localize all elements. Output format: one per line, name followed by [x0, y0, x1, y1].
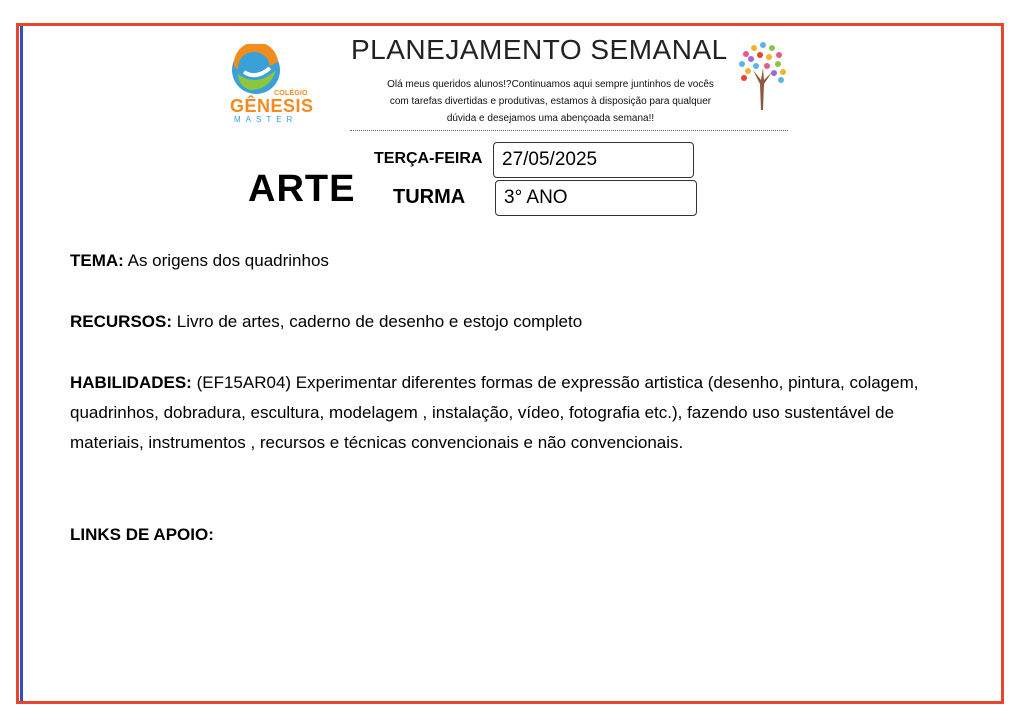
- school-logo: [222, 40, 314, 126]
- logo-subtitle: MASTER: [234, 115, 298, 124]
- turma-label: TURMA: [393, 186, 466, 208]
- logo-small-text: COLÉGIO: [274, 90, 308, 97]
- tema-label: TEMA:: [70, 251, 124, 270]
- day-label: TERÇA-FEIRA: [374, 150, 483, 167]
- page-title: PLANEJAMENTO SEMANAL: [351, 34, 728, 65]
- recursos-section: [70, 307, 930, 337]
- tree-icon: [736, 40, 788, 112]
- habilidades-label: HABILIDADES:: [70, 373, 192, 392]
- dotted-divider: [350, 130, 788, 131]
- recursos-value: Livro de artes, caderno de desenho e estojo completo: [176, 312, 583, 331]
- links-section: [70, 520, 930, 550]
- logo-name: GÊNESIS: [230, 96, 314, 116]
- habilidades-section: [70, 368, 930, 458]
- tema-section: [70, 246, 930, 276]
- tema-value: As origens dos quadrinhos: [127, 251, 329, 270]
- links-label: LINKS DE APOIO:: [70, 525, 214, 544]
- greeting-text: Olá meus queridos alunos!?Continuamos aqui sempre juntinhos de vocês com tarefas divertidas e produtivas, estamos à disposição para qualquer dúvida e desejamos uma abençoada semana!!: [387, 79, 714, 124]
- recursos-label: RECURSOS:: [70, 312, 173, 331]
- habilidades-value: (EF15AR04) Experimentar diferentes formas de expressão artistica (desenho, pintura, colagem, quadrinhos, dobradura, escultura, modelagem , instalação, vídeo, fotografia etc.), fazendo uso sustentável de materiais, instrumentos , recursos e técnicas convencionais e não convencionais.: [70, 373, 919, 452]
- logo-swirl-icon: [230, 44, 282, 96]
- date-field: 27/05/2025: [493, 142, 694, 178]
- turma-field: 3° ANO: [495, 180, 697, 216]
- page-border-accent: [20, 26, 23, 701]
- subject-title: ARTE: [248, 168, 356, 210]
